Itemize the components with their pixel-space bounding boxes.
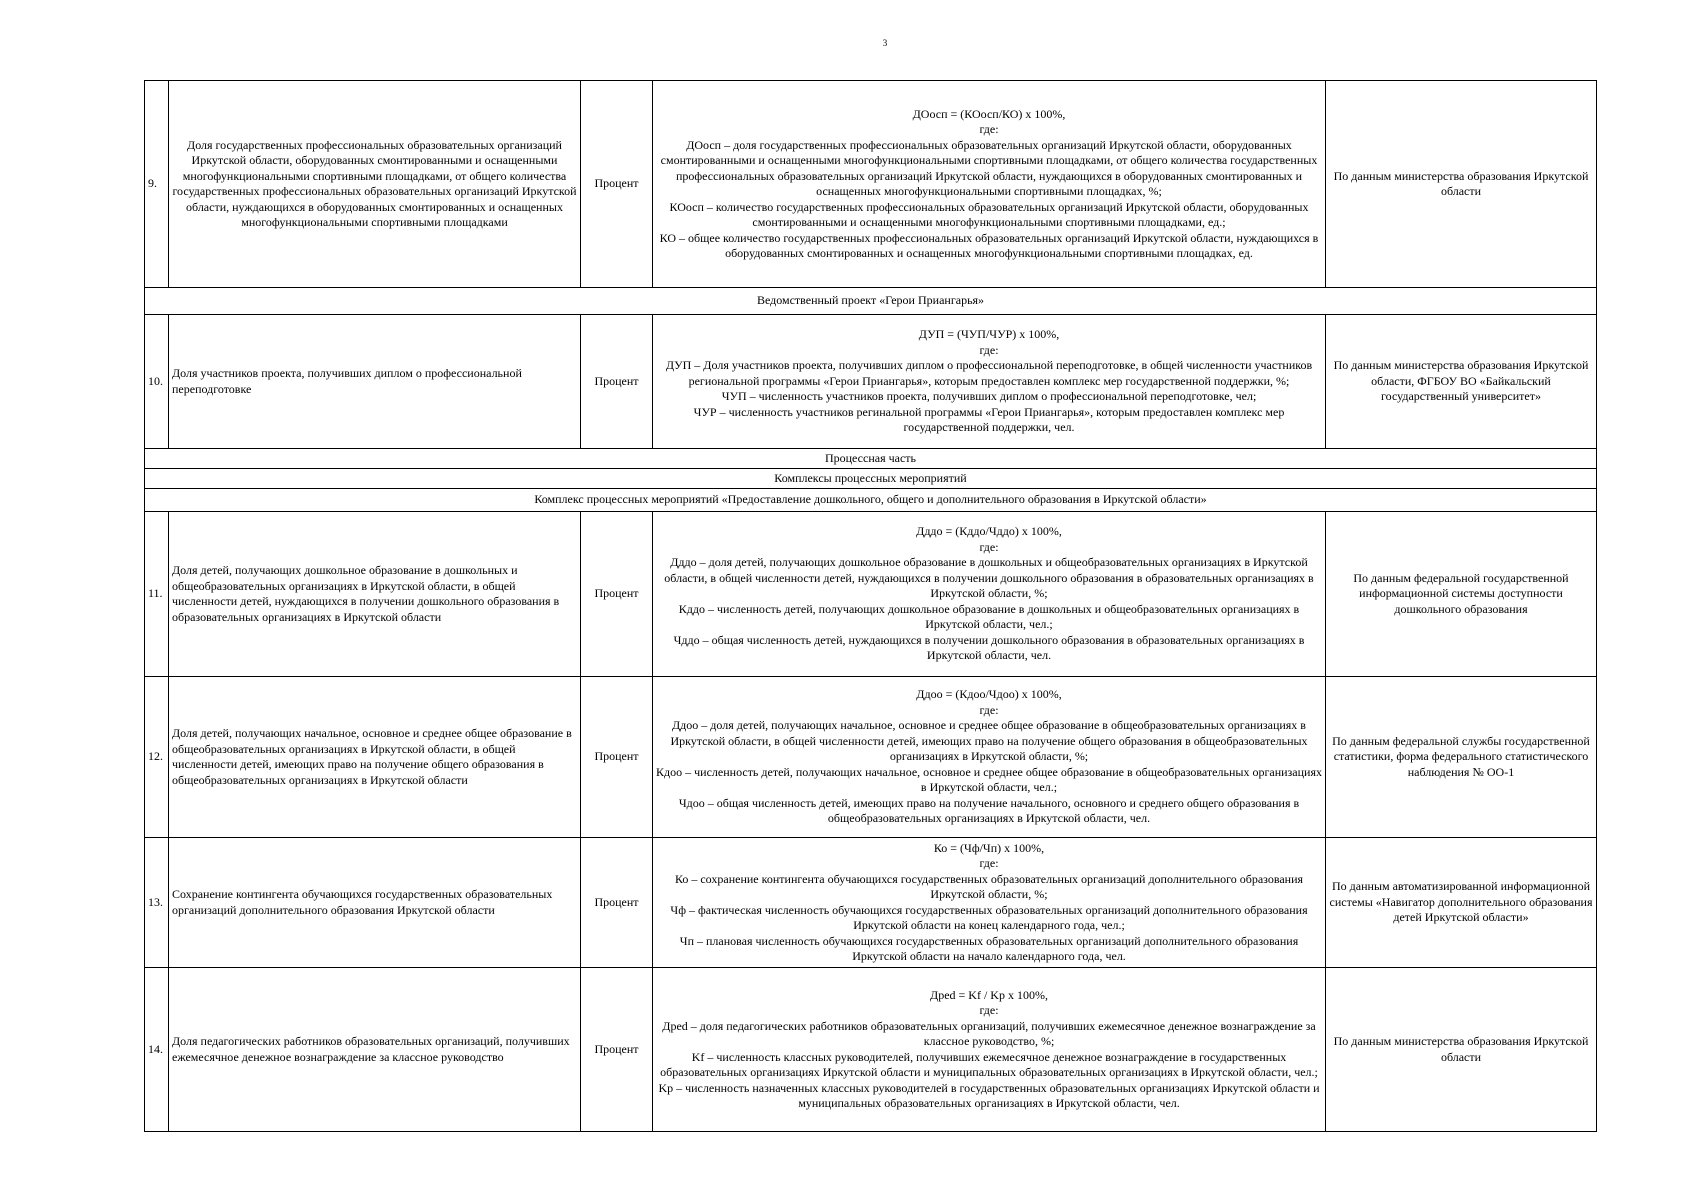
formula-line: где: — [979, 539, 999, 554]
unit-of-measure: Процент — [581, 315, 653, 449]
section-heading: Комплексы процессных мероприятий — [145, 469, 1597, 489]
table-row — [145, 315, 1597, 449]
section-row — [145, 449, 1597, 469]
formula-line: Ко – сохранение контингента обучающихся государственных образовательных организаций дополнительного образования Иркутской области, %; — [674, 871, 1304, 901]
unit-of-measure: Процент — [581, 968, 653, 1132]
formula-line: Kf – численность классных руководителей, получивших ежемесячное денежное вознаграждение в государственных образовательных организациях Иркутской области и муниципальных образовательных организациях в Иркутской области, чел.; — [660, 1049, 1318, 1079]
table-row — [145, 838, 1597, 968]
formula-line: ЧУР – численность участников регинальной программы «Герои Приангарья», которым предоставлен комплекс мер государственной поддержки, чел. — [693, 404, 1285, 435]
formula-line: Ко = (Чф/Чп) х 100%, — [933, 840, 1045, 855]
data-source: По данным министерства образования Иркутской области — [1326, 968, 1597, 1132]
section-heading: Ведомственный проект «Герои Приангарья» — [145, 288, 1597, 315]
formula-line: Дддо = (Кддо/Чддо) х 100%, — [916, 524, 1062, 539]
data-source: По данным федеральной государственной информационной системы доступности дошкольного образования — [1326, 512, 1597, 677]
formula-line: Чдоо – общая численность детей, имеющих право на получение начального, основного и среднего общего образования в общеобразовательных организациях в Иркутской области, чел. — [678, 795, 1300, 826]
formula-line: КО – общее количество государственных профессиональных образовательных организаций Иркутской области, нуждающихся в оборудованных смонтированных и оснащенных многофункциональными спортивными площадках, ед. — [659, 230, 1319, 260]
row-number: 14. — [145, 968, 169, 1132]
formula-line: Ддоо – доля детей, получающих начальное, основное и среднее общее образование в общеобразовательных организациях в Иркутской области, в общей численности детей, имеющих право на получение общего образования в общеобразовательных организациях в Иркутской области, %; — [670, 718, 1308, 764]
formula-line: где: — [979, 122, 999, 136]
page-number: 3 — [882, 38, 888, 48]
formula-line: КОосп – количество государственных профессиональных образовательных организаций Иркутской области, оборудованных смонтированными и оснащенными многофункциональными спортивными площадками, ед.; — [669, 199, 1309, 229]
indicator-name: Сохранение контингента обучающихся государственных образовательных организаций дополнительного образования Иркутской области — [169, 838, 581, 968]
formula-line: Ддоо = (Кдоо/Чдоо) х 100%, — [916, 687, 1062, 702]
formula-line: Чддо – общая численность детей, нуждающихся в получении дошкольного образования в образовательных организациях в Иркутской области, чел. — [673, 632, 1305, 663]
calculation-formula — [653, 512, 1326, 677]
indicator-name: Доля детей, получающих дошкольное образование в дошкольных и общеобразовательных организациях в Иркутской области, в общей численности детей, нуждающихся в получении дошкольного образования в образовательных организациях в Иркутской области — [169, 512, 581, 677]
formula-line: Чф – фактическая численность обучающихся государственных образовательных организаций дополнительного образования Иркутской области на конец календарного года, чел.; — [670, 902, 1308, 932]
unit-of-measure: Процент — [581, 677, 653, 838]
formula-line: где: — [979, 342, 999, 357]
formula-line: Кдоо – численность детей, получающих начальное, основное и среднее общее образование в общеобразовательных организациях в Иркутской области, чел.; — [656, 764, 1322, 795]
data-source: По данным федеральной службы государственной статистики, форма федерального статистического наблюдения № ОО-1 — [1326, 677, 1597, 838]
formula-line: Дддо – доля детей, получающих дошкольное образование в дошкольных и общеобразовательных организациях в Иркутской области, в общей численности детей, нуждающихся в получении дошкольного образования в образовательных организациях в Иркутской области, %; — [664, 555, 1314, 601]
formula-line: ДОосп = (КОосп/КО) х 100%, — [912, 106, 1066, 121]
formula-line: где: — [979, 1003, 999, 1017]
section-heading: Комплекс процессных мероприятий «Предоставление дошкольного, общего и дополнительного образования в Иркутской области» — [145, 489, 1597, 512]
formula-line: ДУП = (ЧУП/ЧУР) х 100%, — [918, 327, 1060, 342]
formula-line: ДОосп – доля государственных профессиональных образовательных организаций Иркутской области, оборудованных смонтированными и оснащенными многофункциональными спортивными площадками, от общего количества государственных профессиональных образовательных организаций Иркутской области, нуждающихся в оборудованных смонтированных и оснащенных многофункциональными спортивными площадках, %; — [660, 137, 1318, 198]
indicators-table — [144, 80, 1597, 1132]
unit-of-measure: Процент — [581, 512, 653, 677]
calculation-formula — [653, 315, 1326, 449]
table-row — [145, 512, 1597, 677]
indicator-name: Доля участников проекта, получивших диплом о профессиональной переподготовке — [169, 315, 581, 449]
indicator-name: Доля государственных профессиональных образовательных организаций Иркутской области, оборудованных смонтированными и оснащенными многофункциональными спортивными площадками, от общего количества государственных профессиональных образовательных организаций Иркутской области, нуждающихся в оборудованных смонтированных и оснащенных многофункциональными спортивными площадками — [169, 81, 581, 288]
formula-line: ЧУП – численность участников проекта, получивших диплом о профессиональной переподготовке, чел; — [721, 389, 1257, 404]
table-row — [145, 968, 1597, 1132]
formula-line: где: — [979, 702, 999, 717]
formula-line: Чп – плановая численность обучающихся государственных образовательных организаций дополнительного образования Иркутской области на начало календарного года, чел. — [679, 933, 1299, 963]
formula-line: Дped – доля педагогических работников образовательных организаций, получивших ежемесячное денежное вознаграждение за классное руководство, %; — [662, 1018, 1316, 1048]
row-number: 12. — [145, 677, 169, 838]
formula-line: ДУП – Доля участников проекта, получивших диплом о профессиональной переподготовке, в общей численности участников региональной программы «Герои Приангарья», которым предоставлен комплекс мер государственной поддержки, %; — [665, 358, 1313, 388]
formula-line: Kp – численность назначенных классных руководителей в государственных образовательных организациях Иркутской области и муниципальных образовательных организациях в Иркутской области, чел. — [658, 1080, 1320, 1110]
data-source: По данным министерства образования Иркутской области — [1326, 81, 1597, 288]
section-row — [145, 489, 1597, 512]
unit-of-measure: Процент — [581, 838, 653, 968]
indicator-name: Доля педагогических работников образовательных организаций, получивших ежемесячное денежное вознаграждение за классное руководство — [169, 968, 581, 1132]
formula-line: Кддо – численность детей, получающих дошкольное образование в дошкольных и общеобразовательных организациях в Иркутской области, чел.; — [678, 601, 1300, 632]
table-row — [145, 677, 1597, 838]
row-number: 13. — [145, 838, 169, 968]
data-source: По данным министерства образования Иркутской области, ФГБОУ ВО «Байкальский государственный университет» — [1326, 315, 1597, 449]
formula-line: Дped = Kf / Kp x 100%, — [930, 987, 1048, 1002]
data-source: По данным автоматизированной информационной системы «Навигатор дополнительного образования детей Иркутской области» — [1326, 838, 1597, 968]
row-number: 9. — [145, 81, 169, 288]
indicator-name: Доля детей, получающих начальное, основное и среднее общее образование в общеобразовательных организациях в Иркутской области, в общей численности детей, имеющих право на получение общего образования в общеобразовательных организациях в Иркутской области — [169, 677, 581, 838]
section-heading: Процессная часть — [145, 449, 1597, 469]
calculation-formula — [653, 838, 1326, 968]
calculation-formula — [653, 968, 1326, 1132]
row-number: 11. — [145, 512, 169, 677]
section-row — [145, 469, 1597, 489]
calculation-formula — [653, 81, 1326, 288]
section-row — [145, 288, 1597, 315]
formula-line: где: — [979, 856, 999, 870]
table-row — [145, 81, 1597, 288]
calculation-formula — [653, 677, 1326, 838]
unit-of-measure: Процент — [581, 81, 653, 288]
row-number: 10. — [145, 315, 169, 449]
